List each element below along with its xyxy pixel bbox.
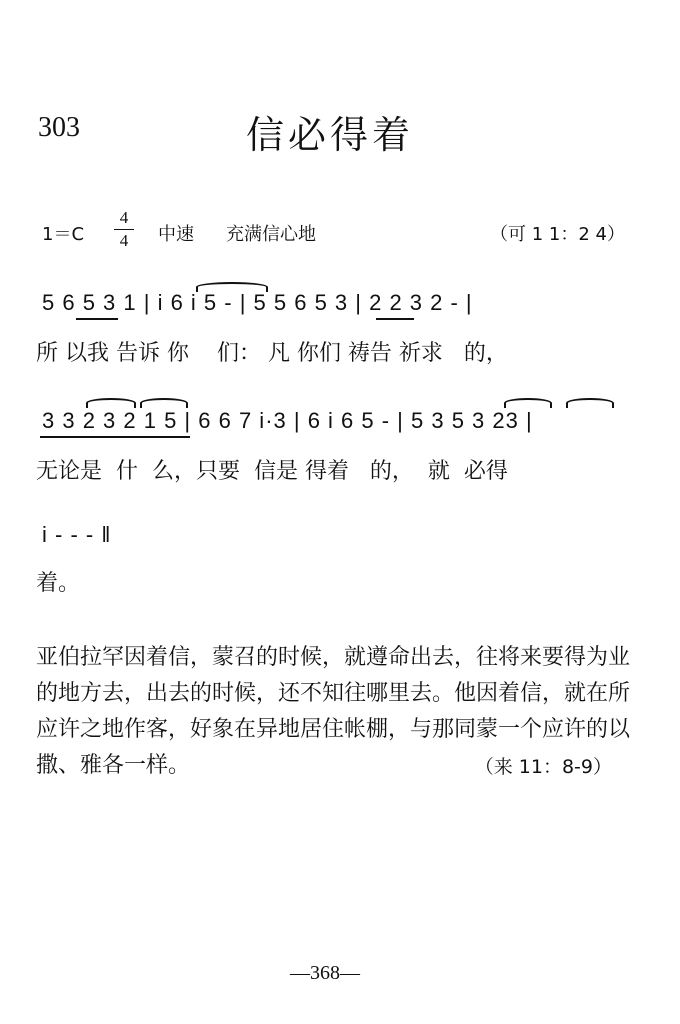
verse-text: 亚伯拉罕因着信，蒙召的时候，就遵命出去，往将来要得为业的地方去，出去的时候，还不知往哪里去。他因着信，就在所应许之地作客，好象在异地居住帐棚，与那同蒙一个应许的以撒、雅各一样。: [36, 645, 631, 778]
slur-arc: [140, 398, 188, 408]
expression-marking: 充满信心地: [226, 224, 316, 245]
hymn-title: 信必得着: [246, 113, 415, 157]
notation-line-3: i - - - ‖: [42, 522, 112, 547]
time-signature-bottom: 4: [119, 231, 129, 250]
notation-line-1: 5 6 5 3 1 | i 6 i 5 - | 5 5 6 5 3 | 2 2 3 2 - |: [42, 290, 473, 315]
lyrics-line-1: 所 以我 告诉 你 们： 凡 你们 祷告 祈求 的，: [36, 341, 508, 366]
verse-reference: （来 11：8-9）: [474, 756, 612, 778]
slur-arc: [504, 398, 552, 408]
slur-arc: [86, 398, 136, 408]
lyrics-line-3: 着。: [36, 571, 81, 596]
slur-arc: [196, 282, 268, 292]
time-signature-top: 4: [119, 208, 129, 227]
hymn-number: 303: [38, 112, 80, 143]
beam-underline: [376, 318, 414, 320]
time-signature-divider: [114, 229, 134, 230]
lyrics-line-2: 无论是 什 么，只要 信是 得着 的， 就 必得: [36, 459, 508, 484]
time-signature: [114, 208, 134, 251]
key-signature: 1＝C: [42, 224, 85, 245]
notation-line-2: 3 3 2 3 2 1 5 | 6 6 7 i·3 | 6 i 6 5 - | 5 3 5 3 23 |: [42, 408, 533, 433]
page-number: —368—: [290, 962, 360, 984]
scripture-reference: （可 1 1：2 4）: [490, 224, 625, 245]
tempo-marking: 中速: [158, 224, 194, 245]
slur-arc: [566, 398, 614, 408]
beam-underline: [76, 318, 118, 320]
beam-underline: [40, 436, 190, 438]
